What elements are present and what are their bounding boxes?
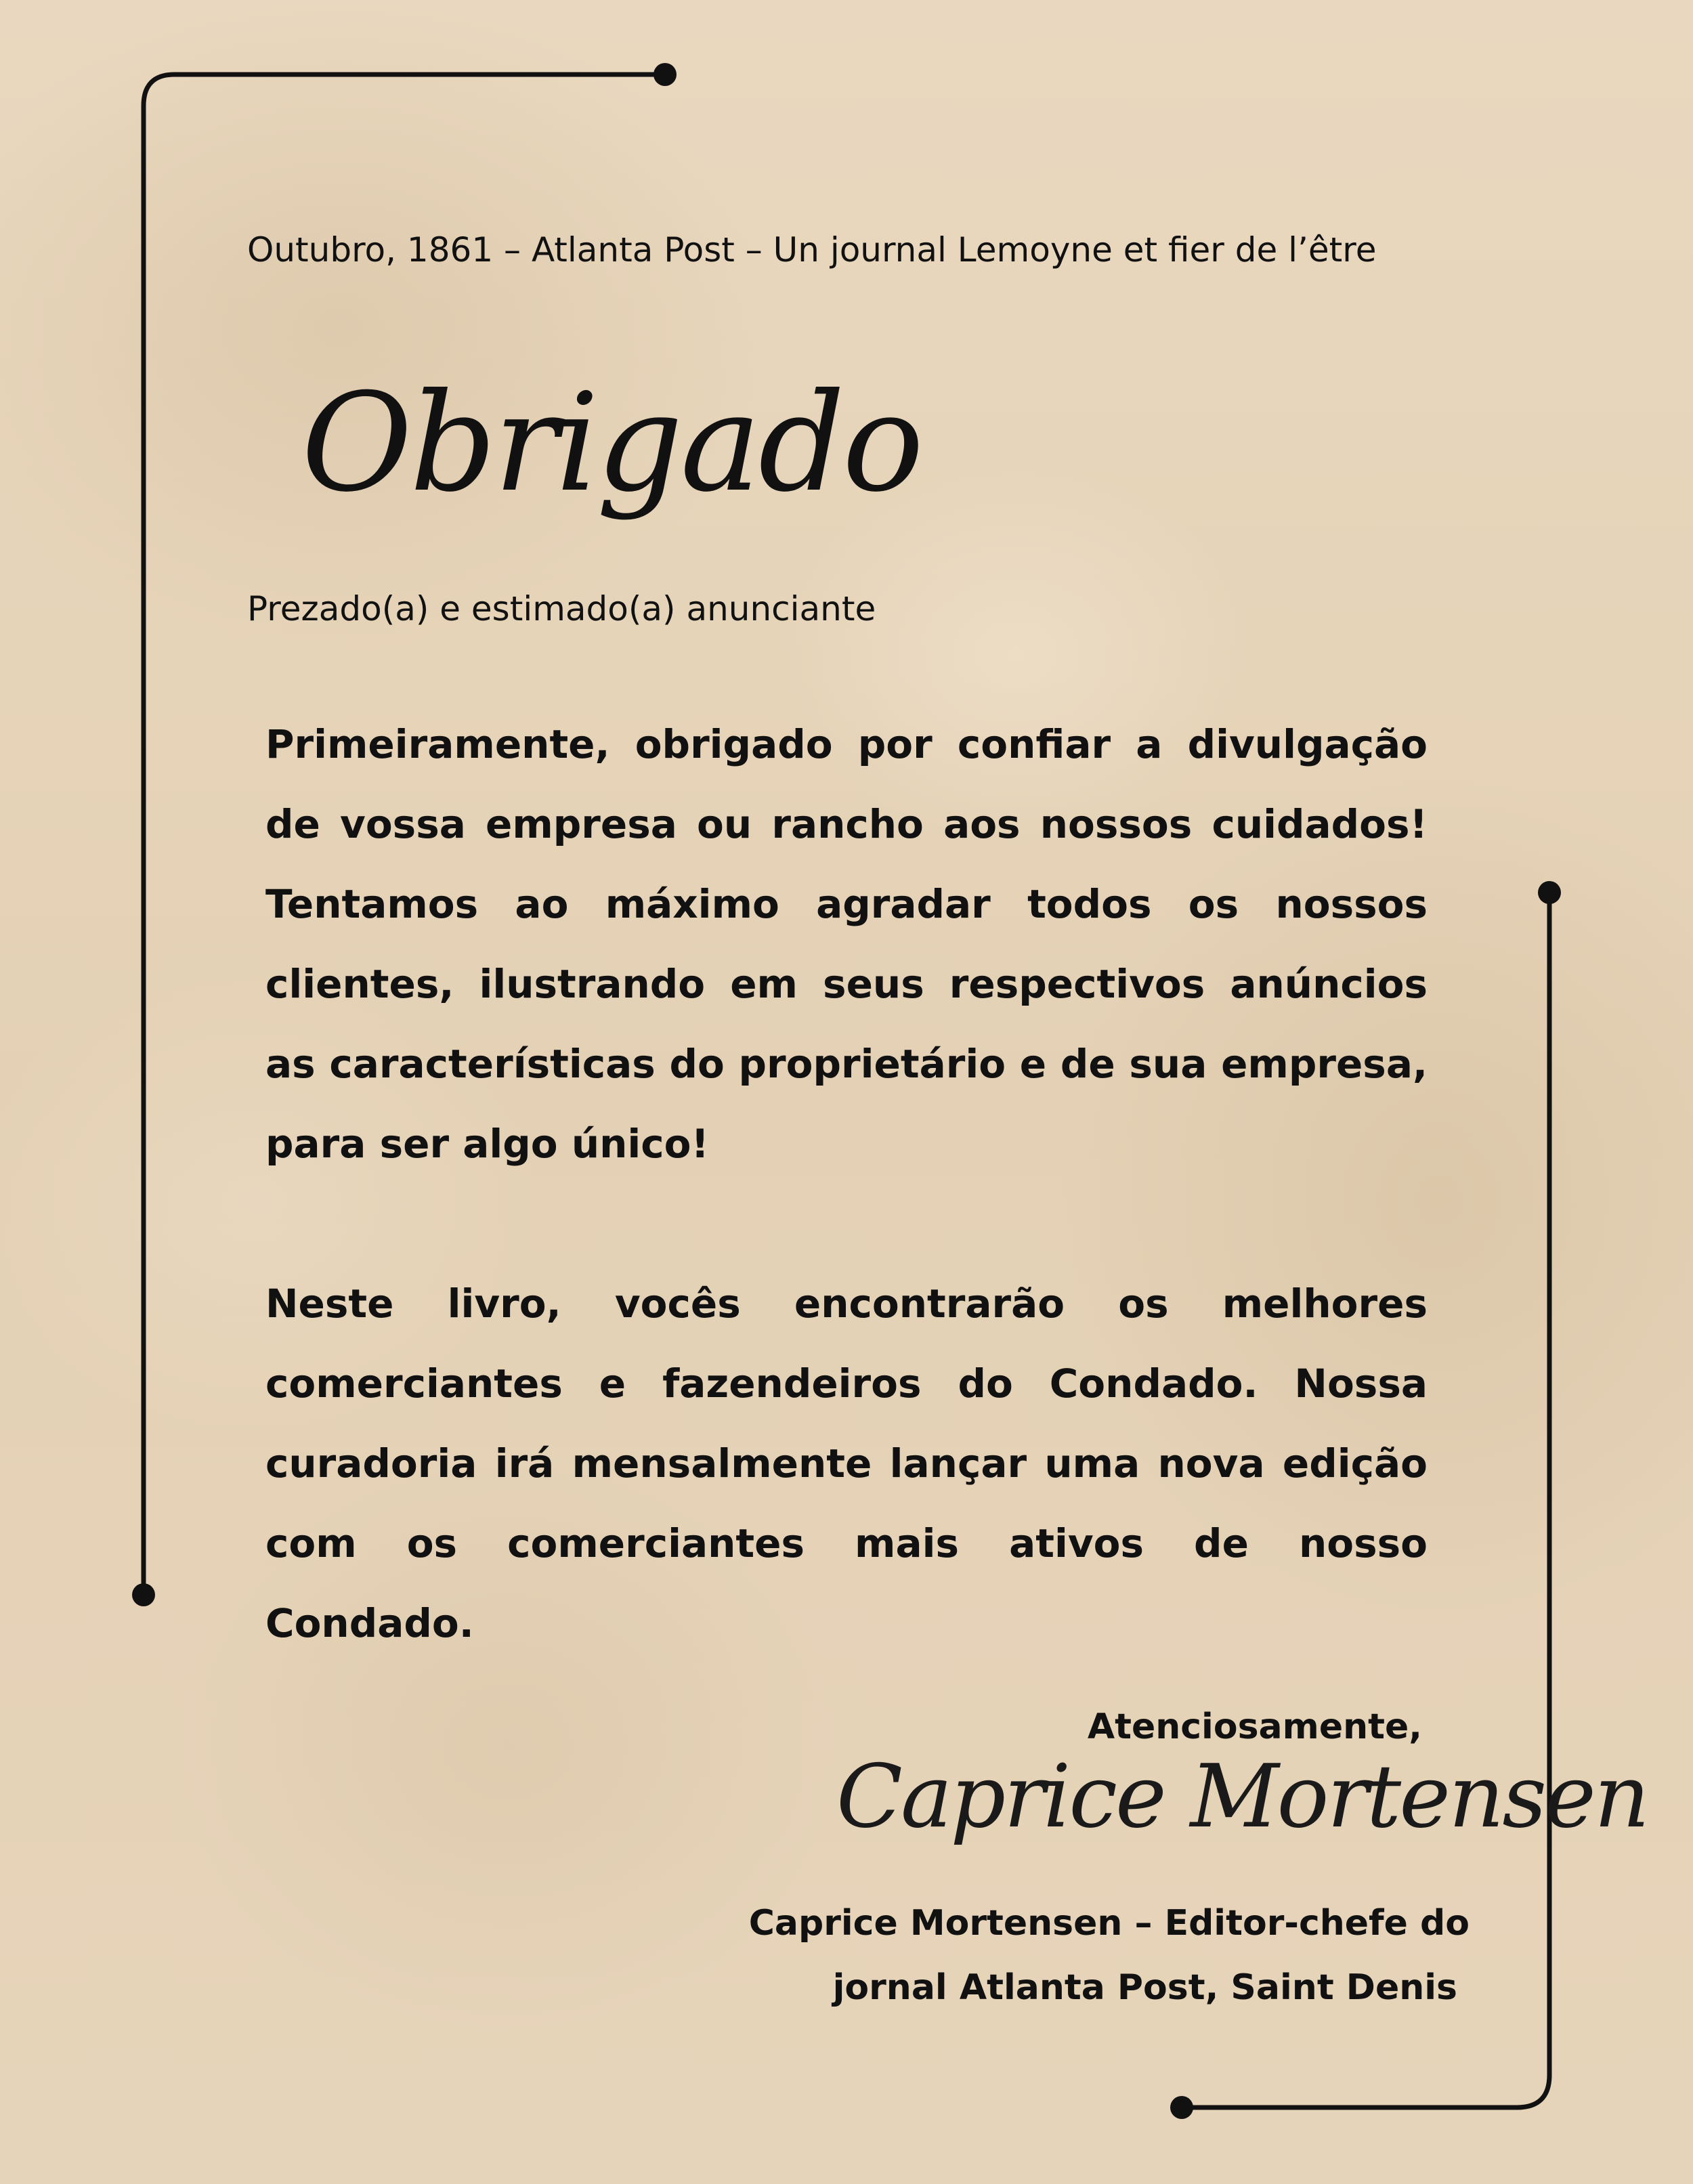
body-paragraph-1: Primeiramente, obrigado por confiar a divulgação de vossa empresa ou rancho aos nossos cuidados! Tentamos ao máximo agradar todos os nossos clientes, ilustrando em seus respectivos anúncios as características do proprietário e de sua empresa, para ser algo único! <box>265 721 1428 1167</box>
frame-dot-top <box>653 63 677 86</box>
closing-line: Atenciosamente, <box>1087 1707 1422 1747</box>
dateline-header: Outubro, 1861 – Atlanta Post – Un journal Lemoyne et fier de l’être <box>247 230 1377 270</box>
handwritten-signature: Caprice Mortensen <box>836 1747 1648 1847</box>
frame-dot-right-top <box>1538 881 1561 904</box>
signer-title-line-2: jornal Atlanta Post, Saint Denis <box>832 1967 1457 2008</box>
signer-title-line-1: Caprice Mortensen – Editor-chefe do <box>748 1903 1470 1944</box>
frame-dot-bottom <box>1170 2096 1193 2119</box>
frame-dot-left-bottom <box>132 1583 155 1606</box>
letter-title: Obrigado <box>301 364 922 522</box>
salutation: Prezado(a) e estimado(a) anunciante <box>247 589 876 628</box>
body-paragraph-2: Neste livro, vocês encontrarão os melhores comerciantes e fazendeiros do Condado. Nossa curadoria irá mensalmente lançar uma nova edição com os comerciantes mais ativos de nosso Condado. <box>265 1281 1428 1646</box>
